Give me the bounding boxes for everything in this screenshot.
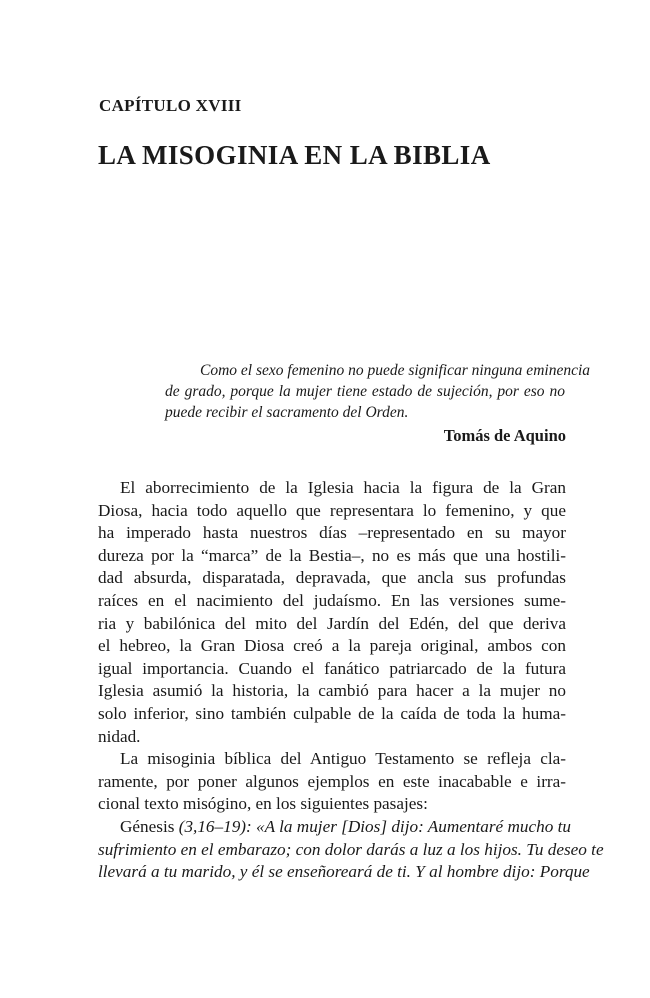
body-line: dad absurda, disparatada, depravada, que ancla sus profundas — [98, 568, 566, 588]
body-line: ria y babilónica del mito del Jardín del Edén, del que deriva — [98, 613, 566, 633]
body-line: igual importancia. Cuando el fanático patriarcado de la futura — [98, 658, 566, 678]
citation-line: llevará a tu marido, y él se enseñoreará de ti. Y al hombre dijo: Porque — [98, 862, 590, 882]
body-line: ramente, por poner algunos ejemplos en este inacabable e irra- — [98, 771, 566, 791]
epigraph-author: Tomás de Aquino — [443, 426, 566, 445]
epigraph-line: puede recibir el sacramento del Orden. — [165, 404, 409, 421]
chapter-title: LA MISOGINIA EN LA BIBLIA — [98, 140, 491, 170]
book-name: Génesis — [120, 816, 179, 836]
chapter-label: CAPÍTULO XVIII — [99, 96, 242, 115]
body-text — [98, 477, 604, 884]
body-line: el hebreo, la Gran Diosa creó a la pareja original, ambos con — [98, 636, 566, 656]
body-line: Iglesia asumió la historia, la cambió para hacer a la mujer no — [98, 681, 566, 701]
epigraph-line: de grado, porque la mujer tiene estado de sujeción, por eso no — [165, 383, 565, 400]
body-line: dureza por la “marca” de la Bestia–, no es más que una hostili- — [98, 545, 566, 565]
citation-line: sufrimiento en el embarazo; con dolor darás a luz a los hijos. Tu deseo te — [98, 839, 604, 859]
body-line: Diosa, hacia todo aquello que representara lo femenino, y que — [98, 500, 566, 520]
body-line: La misoginia bíblica del Antiguo Testamento se refleja cla- — [120, 749, 566, 769]
body-line: raíces en el nacimiento del judaísmo. En las versiones sume- — [98, 590, 566, 610]
body-line: nidad. — [98, 726, 141, 746]
body-line: ha imperado hasta nuestros días –representado en su mayor — [98, 523, 566, 543]
body-line: El aborrecimiento de la Iglesia hacia la figura de la Gran — [120, 478, 566, 497]
body-line: solo inferior, sino también culpable de la caída de toda la huma- — [98, 703, 566, 723]
body-line — [98, 816, 571, 839]
body-line: cional texto misógino, en los siguientes pasajes: — [98, 794, 428, 814]
citation-text: (3,16–19): «A la mujer [Dios] dijo: Aumentaré mucho tu — [178, 816, 571, 836]
epigraph-line: Como el sexo femenino no puede significar ninguna eminencia — [200, 362, 591, 379]
epigraph-quote — [165, 360, 591, 423]
